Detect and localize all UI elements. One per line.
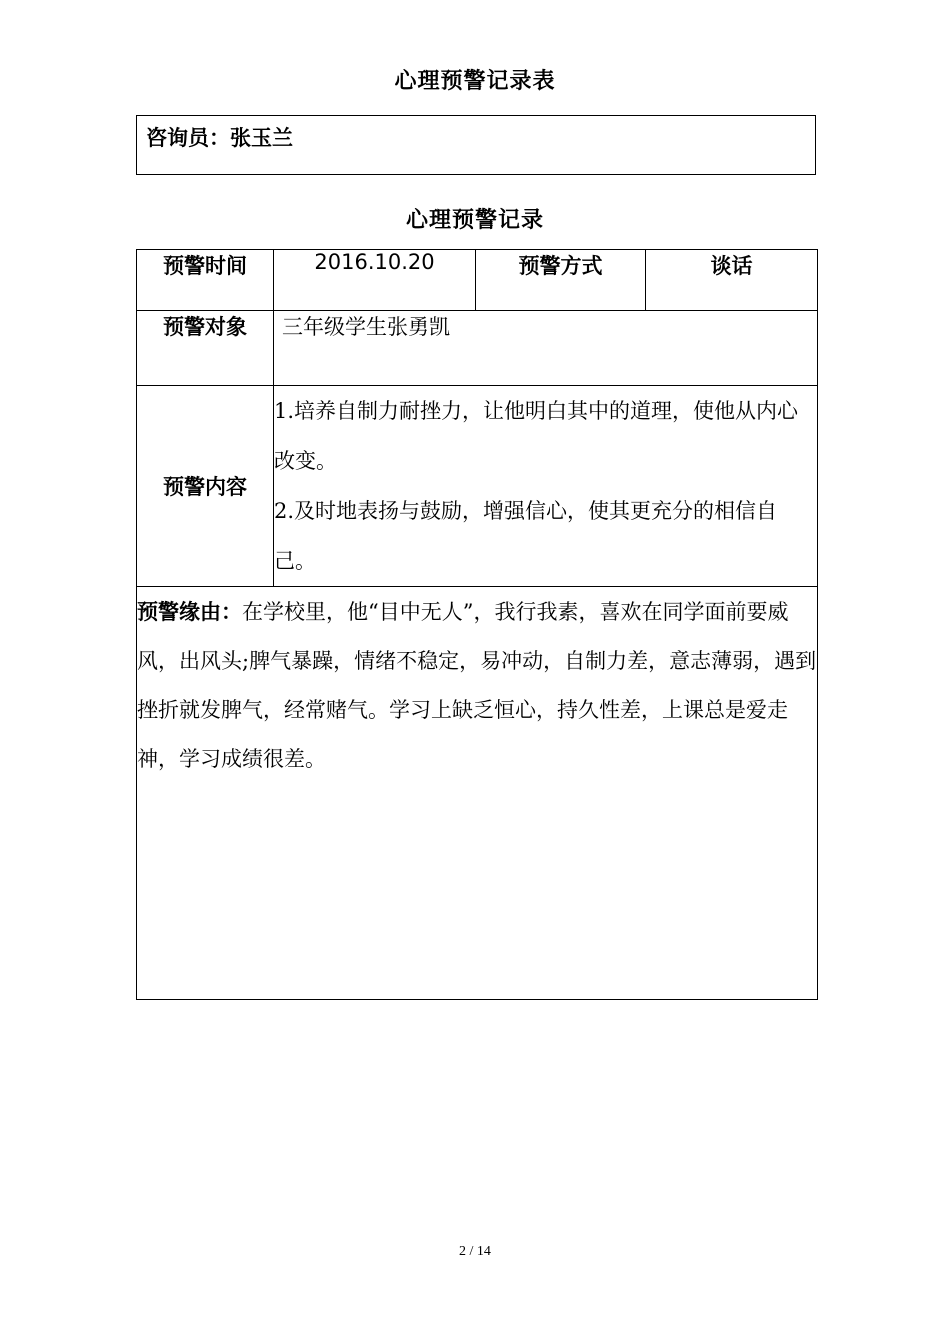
document-title: 心理预警记录表 [394, 68, 556, 94]
method-label: 预警方式 [476, 250, 646, 311]
reason-label: 预警缘由： [137, 599, 242, 624]
warning-record-table [136, 249, 818, 1000]
time-label: 预警时间 [137, 250, 274, 311]
content-item-2: 2.及时地表扬与鼓励，增强信心，使其更充分的相信自己。 [274, 499, 778, 573]
time-value: 2016.10.20 [274, 250, 476, 311]
record-title: 心理预警记录 [405, 207, 544, 233]
table-row-reason [137, 587, 818, 1000]
method-value: 谈话 [646, 250, 818, 311]
counselor-name: 张玉兰 [230, 125, 293, 150]
content-item-1: 1.培养自制力耐挫力，让他明白其中的道理，使他从内心改变。 [274, 399, 799, 473]
table-row-target [137, 311, 818, 386]
table-row-content [137, 386, 818, 587]
counselor-box [136, 115, 816, 175]
target-value: 三年级学生张勇凯 [274, 311, 818, 386]
content-label: 预警内容 [137, 386, 274, 587]
page-number: 2 / 14 [459, 1244, 491, 1259]
content-cell [274, 386, 818, 587]
target-label: 预警对象 [137, 311, 274, 386]
counselor-label: 咨询员： [146, 125, 230, 150]
table-row-time [137, 250, 818, 311]
reason-text: 在学校里，他“目中无人”，我行我素，喜欢在同学面前要威风，出风头;脾气暴躁，情绪不稳定，易冲动，自制力差，意志薄弱，遇到挫折就发脾气，经常赌气。学习上缺乏恒心，持久性差，上课总是爱走神，学习成绩很差。 [137, 600, 817, 771]
reason-cell [137, 587, 818, 1000]
